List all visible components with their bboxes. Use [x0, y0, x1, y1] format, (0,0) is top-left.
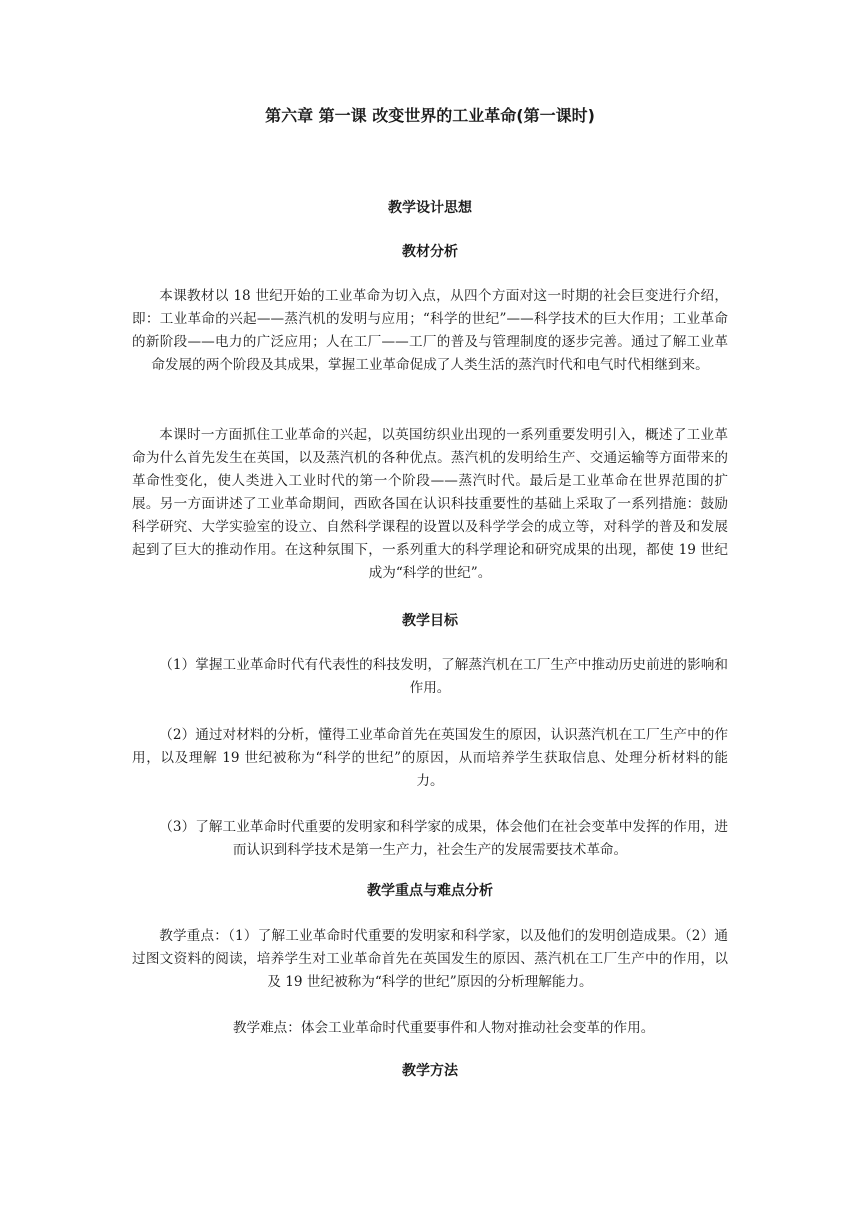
paragraph-teaching-focus: 教学重点：（1）了解工业革命时代重要的发明家和科学家，以及他们的发明创造成果。（2）通过图文资料的阅读，培养学生对工业革命首先在英国发生的原因、蒸汽机在工厂生产中的作用，以及 19 世纪被称为“科学的世纪”原因的分析理解能力。 — [132, 928, 728, 990]
paragraph-textbook-analysis-2: 本课时一方面抓住工业革命的兴起，以英国纺织业出现的一系列重要发明引入，概述了工业革命为什么首先发生在英国，以及蒸汽机的各种优点。蒸汽机的发明给生产、交通运输等方面带来的革命性变化，使人类进入工业时代的第一个阶段——蒸汽时代。最后是工业革命在世界范围的扩展。另一方面讲述了工业革命期间，西欧各国在认识科技重要性的基础上采取了一系列措施：鼓励科学研究、大学实验室的设立、自然科学课程的设置以及科学学会的成立等，对科学的普及和发展起到了巨大的推动作用。在这种氛围下，一系列重大的科学理论和研究成果的出现，都使 19 世纪成为“科学的世纪”。 — [132, 427, 728, 581]
heading-objectives: 教学目标 — [402, 613, 458, 629]
heading-textbook-analysis: 教材分析 — [402, 244, 458, 260]
heading-design-thought: 教学设计思想 — [388, 200, 472, 216]
heading-methods: 教学方法 — [402, 1063, 458, 1079]
objective-item-1: （1）掌握工业革命时代有代表性的科技发明，了解蒸汽机在工厂生产中推动历史前进的影响和作用。 — [159, 657, 728, 696]
heading-key-points: 教学重点与难点分析 — [367, 883, 493, 899]
objective-item-3: （3）了解工业革命时代重要的发明家和科学家的成果，体会他们在社会变革中发挥的作用，进而认识到科学技术是第一生产力，社会生产的发展需要技术革命。 — [159, 819, 728, 858]
paragraph-teaching-difficulty: 教学难点：体会工业革命时代重要事件和人物对推动社会变革的作用。 — [232, 1020, 655, 1036]
objective-item-2: （2）通过对材料的分析，懂得工业革命首先在英国发生的原因，认识蒸汽机在工厂生产中的作用，以及理解 19 世纪被称为“科学的世纪”的原因，从而培养学生获取信息、处理分析材料的能力。 — [132, 727, 728, 789]
document-title: 第六章 第一课 改变世界的工业革命(第一课时) — [265, 106, 595, 125]
paragraph-textbook-analysis-1: 本课教材以 18 世纪开始的工业革命为切入点，从四个方面对这一时期的社会巨变进行介绍，即：工业革命的兴起——蒸汽机的发明与应用；“科学的世纪”——科学技术的巨大作用；工业革命的新阶段——电力的广泛应用；人在工厂——工厂的普及与管理制度的逐步完善。通过了解工业革命发展的两个阶段及其成果，掌握工业革命促成了人类生活的蒸汽时代和电气时代相继到来。 — [132, 288, 728, 373]
